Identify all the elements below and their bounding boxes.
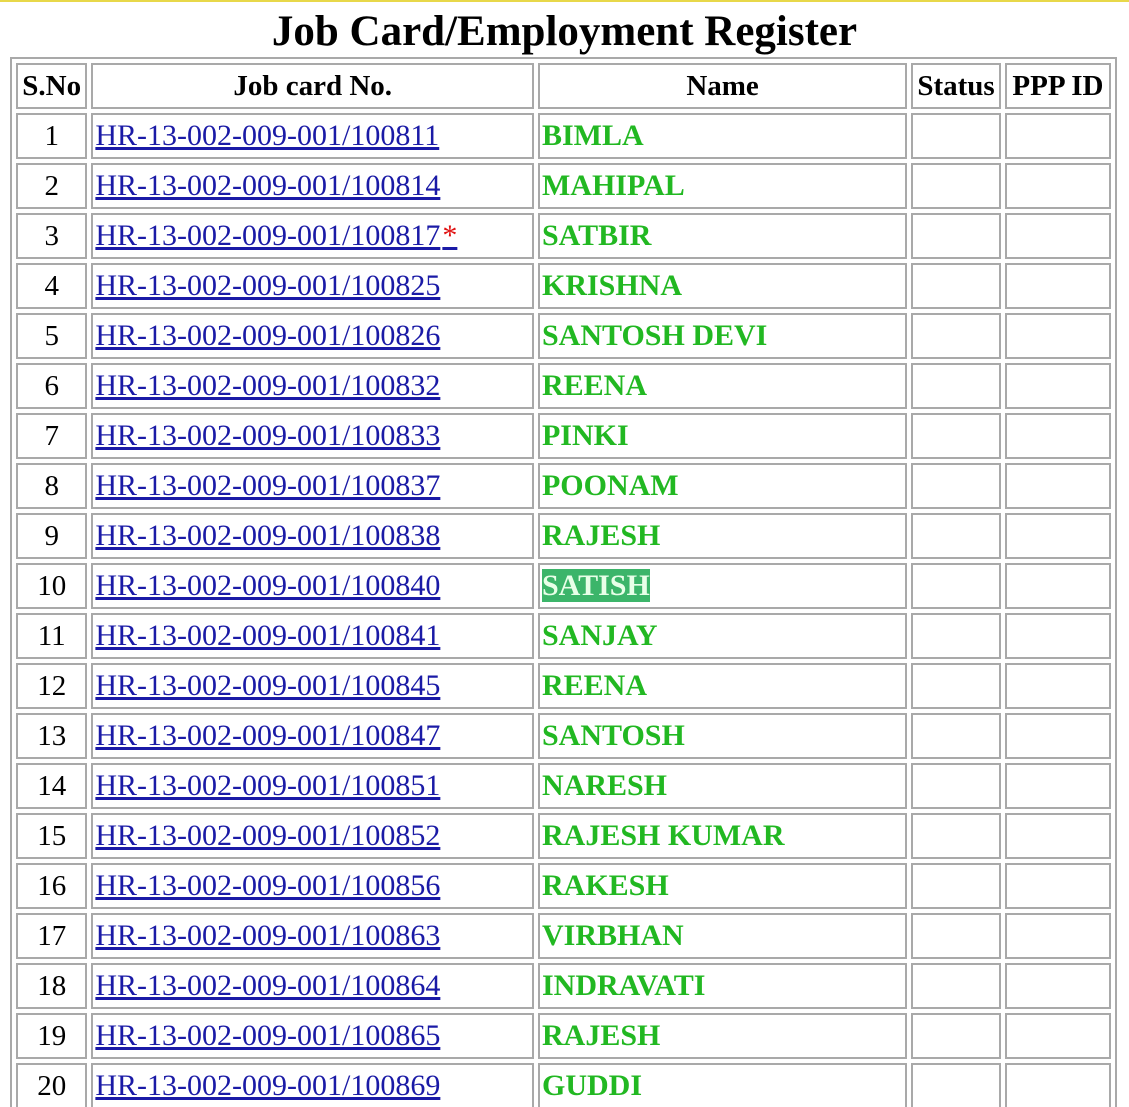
table-row [16, 213, 1111, 259]
row-ppp-id [1005, 863, 1111, 909]
row-status [911, 713, 1001, 759]
job-card-link[interactable] [95, 469, 440, 502]
job-card-number: HR-13-002-009-001/100811 [95, 119, 440, 152]
row-status [911, 763, 1001, 809]
row-job-card-cell [91, 213, 534, 259]
row-job-card-cell [91, 113, 534, 159]
worker-name: REENA [541, 369, 647, 402]
job-card-number: HR-13-002-009-001/100833 [95, 419, 441, 452]
table-row [16, 813, 1111, 859]
job-card-number: HR-13-002-009-001/100869 [95, 1069, 441, 1102]
header-sno: S.No [16, 63, 87, 109]
job-card-link[interactable] [95, 619, 440, 652]
row-job-card-cell [91, 563, 534, 609]
row-sno: 1 [16, 113, 87, 159]
job-card-link[interactable] [95, 669, 440, 702]
job-card-number: HR-13-002-009-001/100865 [95, 1019, 441, 1052]
job-card-number: HR-13-002-009-001/100852 [95, 819, 441, 852]
row-sno: 6 [16, 363, 87, 409]
row-name-cell [538, 263, 907, 309]
job-card-number: HR-13-002-009-001/100856 [95, 869, 441, 902]
table-row [16, 613, 1111, 659]
job-card-link[interactable] [95, 769, 440, 802]
table-row [16, 113, 1111, 159]
table-row [16, 463, 1111, 509]
row-sno: 4 [16, 263, 87, 309]
row-name-cell [538, 513, 907, 559]
worker-name: MAHIPAL [541, 169, 685, 202]
row-status [911, 163, 1001, 209]
table-row [16, 263, 1111, 309]
job-card-link[interactable] [95, 1069, 440, 1102]
header-name: Name [538, 63, 907, 109]
job-card-link[interactable] [95, 969, 440, 1002]
table-body [16, 113, 1111, 1107]
row-sno: 10 [16, 563, 87, 609]
job-card-link[interactable] [95, 1019, 440, 1052]
row-sno: 20 [16, 1063, 87, 1107]
table-row [16, 363, 1111, 409]
table-row [16, 963, 1111, 1009]
row-name-cell [538, 863, 907, 909]
table-row [16, 313, 1111, 359]
row-name-cell [538, 813, 907, 859]
row-status [911, 813, 1001, 859]
row-job-card-cell [91, 1063, 534, 1107]
worker-name: SATBIR [541, 219, 652, 252]
row-ppp-id [1005, 513, 1111, 559]
row-job-card-cell [91, 313, 534, 359]
job-card-link[interactable] [95, 369, 440, 402]
row-ppp-id [1005, 263, 1111, 309]
row-ppp-id [1005, 1063, 1111, 1107]
job-card-link[interactable] [95, 269, 440, 302]
job-card-link[interactable] [95, 419, 440, 452]
worker-name: SANTOSH DEVI [541, 319, 768, 352]
job-card-link[interactable] [95, 519, 440, 552]
worker-name: SANJAY [541, 619, 658, 652]
worker-name: INDRAVATI [541, 969, 706, 1002]
header-job-card: Job card No. [91, 63, 534, 109]
row-ppp-id [1005, 463, 1111, 509]
job-card-link[interactable] [95, 319, 440, 352]
employment-register-table [10, 57, 1117, 1107]
table-row [16, 663, 1111, 709]
table-row [16, 1013, 1111, 1059]
row-sno: 11 [16, 613, 87, 659]
worker-name: RAKESH [541, 869, 669, 902]
worker-name: POONAM [541, 469, 679, 502]
row-ppp-id [1005, 613, 1111, 659]
table-row [16, 513, 1111, 559]
row-ppp-id [1005, 213, 1111, 259]
row-name-cell [538, 913, 907, 959]
row-job-card-cell [91, 763, 534, 809]
row-job-card-cell [91, 463, 534, 509]
worker-name: RAJESH KUMAR [541, 819, 785, 852]
table-row [16, 863, 1111, 909]
row-job-card-cell [91, 513, 534, 559]
header-ppp-id: PPP ID [1005, 63, 1111, 109]
worker-name: PINKI [541, 419, 629, 452]
row-ppp-id [1005, 913, 1111, 959]
row-sno: 8 [16, 463, 87, 509]
job-card-link[interactable] [95, 119, 439, 152]
row-sno: 18 [16, 963, 87, 1009]
job-card-number: HR-13-002-009-001/100863 [95, 919, 441, 952]
row-ppp-id [1005, 563, 1111, 609]
row-sno: 13 [16, 713, 87, 759]
row-sno: 16 [16, 863, 87, 909]
worker-name: BIMLA [541, 119, 644, 152]
row-name-cell [538, 163, 907, 209]
row-ppp-id [1005, 663, 1111, 709]
worker-name: VIRBHAN [541, 919, 684, 952]
table-row [16, 763, 1111, 809]
row-name-cell [538, 363, 907, 409]
row-name-cell [538, 663, 907, 709]
job-card-number: HR-13-002-009-001/100841 [95, 619, 441, 652]
row-status [911, 563, 1001, 609]
job-card-number: HR-13-002-009-001/100814 [95, 169, 441, 202]
row-name-cell [538, 1063, 907, 1107]
row-sno: 2 [16, 163, 87, 209]
row-ppp-id [1005, 413, 1111, 459]
row-sno: 7 [16, 413, 87, 459]
job-card-link[interactable] [95, 569, 440, 602]
row-job-card-cell [91, 713, 534, 759]
job-card-link[interactable] [95, 819, 440, 852]
row-name-cell [538, 413, 907, 459]
job-card-number: HR-13-002-009-001/100825 [95, 269, 441, 302]
row-status [911, 513, 1001, 559]
table-row [16, 913, 1111, 959]
row-job-card-cell [91, 413, 534, 459]
row-job-card-cell [91, 163, 534, 209]
row-sno: 19 [16, 1013, 87, 1059]
row-name-cell [538, 313, 907, 359]
row-status [911, 1063, 1001, 1107]
row-name-cell [538, 763, 907, 809]
job-card-link[interactable] [95, 719, 440, 752]
job-card-number: HR-13-002-009-001/100864 [95, 969, 441, 1002]
row-status [911, 313, 1001, 359]
job-card-number: HR-13-002-009-001/100851 [95, 769, 441, 802]
row-sno: 15 [16, 813, 87, 859]
row-job-card-cell [91, 1013, 534, 1059]
worker-name: RAJESH [541, 1019, 661, 1052]
row-name-cell [538, 213, 907, 259]
row-job-card-cell [91, 613, 534, 659]
row-name-cell [538, 463, 907, 509]
row-ppp-id [1005, 813, 1111, 859]
job-card-number: HR-13-002-009-001/100837 [95, 469, 441, 502]
row-ppp-id [1005, 113, 1111, 159]
row-sno: 9 [16, 513, 87, 559]
job-card-link[interactable] [95, 169, 440, 202]
job-card-number: HR-13-002-009-001/100817 [95, 219, 441, 252]
worker-name: SANTOSH [541, 719, 685, 752]
row-status [911, 363, 1001, 409]
row-job-card-cell [91, 963, 534, 1009]
row-ppp-id [1005, 713, 1111, 759]
row-status [911, 963, 1001, 1009]
job-card-link[interactable] [95, 919, 440, 952]
page-title: Job Card/Employment Register [271, 8, 858, 55]
worker-name: GUDDI [541, 1069, 642, 1102]
table-row [16, 713, 1111, 759]
row-job-card-cell [91, 263, 534, 309]
row-name-cell [538, 563, 907, 609]
table-row [16, 163, 1111, 209]
row-sno: 14 [16, 763, 87, 809]
row-name-cell [538, 613, 907, 659]
worker-name: NARESH [541, 769, 668, 802]
row-job-card-cell [91, 663, 534, 709]
worker-name: REENA [541, 669, 647, 702]
row-ppp-id [1005, 1013, 1111, 1059]
job-card-link[interactable] [95, 219, 457, 252]
row-job-card-cell [91, 813, 534, 859]
row-name-cell [538, 963, 907, 1009]
row-ppp-id [1005, 163, 1111, 209]
worker-name: KRISHNA [541, 269, 683, 302]
row-status [911, 1013, 1001, 1059]
job-card-number: HR-13-002-009-001/100826 [95, 319, 441, 352]
row-status [911, 863, 1001, 909]
row-sno: 5 [16, 313, 87, 359]
header-status: Status [911, 63, 1001, 109]
job-card-marker: * [442, 219, 458, 252]
worker-name: RAJESH [541, 519, 661, 552]
job-card-number: HR-13-002-009-001/100840 [95, 569, 441, 602]
row-job-card-cell [91, 363, 534, 409]
job-card-number: HR-13-002-009-001/100832 [95, 369, 441, 402]
top-border-line [0, 0, 1129, 2]
row-name-cell [538, 1013, 907, 1059]
header-row [16, 63, 1111, 109]
row-name-cell [538, 113, 907, 159]
row-status [911, 263, 1001, 309]
row-job-card-cell [91, 863, 534, 909]
row-sno: 17 [16, 913, 87, 959]
row-sno: 12 [16, 663, 87, 709]
row-name-cell [538, 713, 907, 759]
row-ppp-id [1005, 363, 1111, 409]
row-status [911, 463, 1001, 509]
job-card-number: HR-13-002-009-001/100838 [95, 519, 441, 552]
worker-name: SATISH [541, 569, 650, 602]
row-status [911, 413, 1001, 459]
table-row [16, 413, 1111, 459]
table-row [16, 563, 1111, 609]
row-ppp-id [1005, 963, 1111, 1009]
row-ppp-id [1005, 313, 1111, 359]
row-status [911, 213, 1001, 259]
job-card-link[interactable] [95, 869, 440, 902]
row-ppp-id [1005, 763, 1111, 809]
table-row [16, 1063, 1111, 1107]
job-card-number: HR-13-002-009-001/100847 [95, 719, 441, 752]
row-status [911, 913, 1001, 959]
job-card-number: HR-13-002-009-001/100845 [95, 669, 441, 702]
row-status [911, 663, 1001, 709]
row-job-card-cell [91, 913, 534, 959]
row-status [911, 113, 1001, 159]
row-sno: 3 [16, 213, 87, 259]
row-status [911, 613, 1001, 659]
